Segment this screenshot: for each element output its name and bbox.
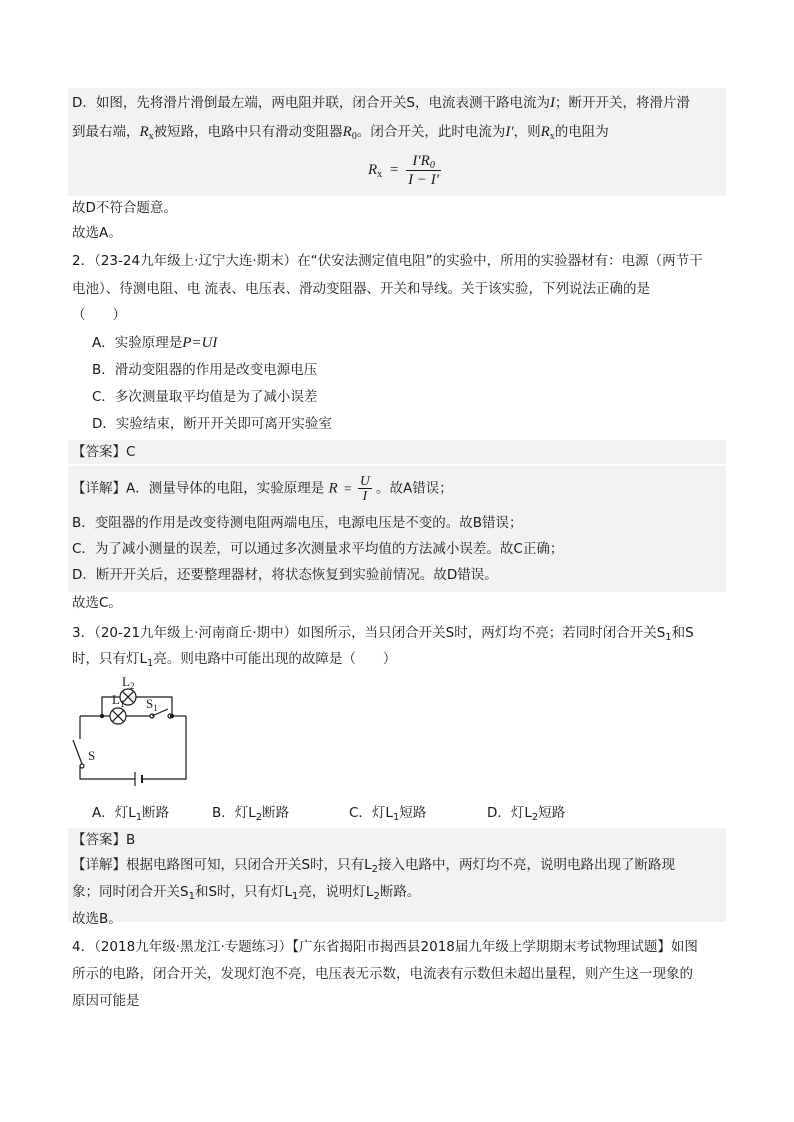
r-equals-u-over-i: $\frac{U}{I}$: [359, 473, 370, 503]
q3-detail-line2: 象；同时闭合开关$S_1$和S时，只有灯$L_1$亮，说明灯$L_2$断路。: [72, 884, 421, 902]
junction-dot-left: [100, 714, 103, 717]
q2-detail-a: 【详解】A．测量导体的电阻，实验原理是 R = $\frac{U}{I}$ 。故A错误；: [72, 473, 453, 503]
switch-s-blade: [73, 740, 82, 764]
q2-stem-line2: 电池）、待测电阻、电 流表、电压表、滑动变阻器、开关和导线。关于该实验，下列说法正确的是: [72, 281, 651, 297]
q3-stem-line2: 时，只有灯$L_1$亮。则电路中可能出现的故障是（ ）: [72, 651, 397, 669]
q3-stem-line1: 3．（20-21九年级上·河南商丘·期中）如图所示，当只闭合开关S时，两灯均不亮；若同时闭合开关$S_1$和S: [72, 625, 694, 643]
q2-option-d: D．实验结束，断开开关即可离开实验室: [92, 416, 332, 432]
label-s: S: [88, 748, 96, 763]
label-l1: $L_1$: [112, 692, 125, 709]
bottom-wire: [80, 766, 135, 779]
q2-detail-b: B．变阻器的作用是改变待测电阻两端电压，电源电压是不变的。故B错误；: [72, 515, 523, 531]
lamp-l1-icon: [110, 708, 126, 724]
q2-choose: 故选C。: [72, 595, 122, 611]
q3-detail-line1: 【详解】根据电路图可知，只闭合开关S时，只有$L_2$接入电路中，两灯均不亮，说明电路出现了断路现: [72, 857, 675, 875]
q2-answer-bar: [68, 440, 726, 464]
q3-option-b: B．灯$L_2$断路: [212, 805, 290, 823]
q3-choose: 故选B。: [72, 911, 122, 927]
q3-answer-block: [68, 828, 726, 922]
q2-option-a: A．实验原理是P=UI: [92, 335, 218, 351]
q2-option-c: C．多次测量取平均值是为了减小误差: [92, 389, 318, 405]
q4-stem-line2: 所示的电路，闭合开关，发现灯泡不亮，电压表无示数，电流表有示数但未超出量程，则产生这一现象的: [72, 966, 693, 982]
formula-numerator: $I'R_0$: [406, 152, 441, 171]
q1-d-line2: 到最右端，$R_x$被短路，电路中只有滑动变阻器$R_0$。闭合开关，此时电流为I′，则$R_x$的电阻为: [72, 124, 609, 142]
q2-detail-c: C．为了减小测量的误差，可以通过多次测量求平均值的方法减小误差。故C正确；: [72, 541, 564, 557]
formula-denominator: I − I′: [408, 172, 440, 188]
q1-rx-formula: $R_x$ = $\frac{I'R_0}{I - I'}$: [368, 153, 440, 188]
q1-conclusion-d: 故D不符合题意。: [72, 200, 177, 216]
q3-circuit-diagram: [70, 676, 200, 788]
q2-answer: 【答案】C: [72, 444, 136, 460]
label-s1: $S_1$: [146, 696, 158, 713]
bottom-wire-right: [142, 716, 186, 779]
junction-dot-right: [170, 714, 173, 717]
q3-answer: 【答案】B: [72, 832, 136, 848]
q4-stem-line1: 4．（2018九年级·黑龙江·专题练习）【广东省揭阳市揭西县2018届九年级上学期期末考试物理试题】如图: [72, 939, 698, 955]
q3-option-d: D．灯$L_2$短路: [487, 805, 566, 823]
q4-stem-line3: 原因可能是: [72, 993, 140, 1009]
q3-option-a: A．灯$L_1$断路: [92, 805, 170, 823]
switch-s-contact: [80, 764, 84, 768]
q2-stem-line3: （ ）: [72, 307, 126, 323]
q3-options: [92, 803, 565, 823]
q2-option-b: B．滑动变阻器的作用是改变电源电压: [92, 362, 318, 378]
q2-detail-d: D．断开开关后，还要整理器材，将状态恢复到实验前情况。故D错误。: [72, 567, 498, 583]
q1-d-line1: D．如图，先将滑片滑倒最左端，两电阻并联，闭合开关S，电流表测干路电流为I；断开开关，将滑片滑: [72, 95, 690, 111]
label-l2: $L_2$: [122, 676, 135, 691]
q1-choose: 故选A。: [72, 225, 122, 241]
q2-stem-line1: 2．（23-24九年级上·辽宁大连·期末）在“伏安法测定值电阻”的实验中，所用的实验器材有：电源（两节干: [72, 253, 703, 269]
q3-option-c: C．灯$L_1$短路: [349, 805, 427, 823]
